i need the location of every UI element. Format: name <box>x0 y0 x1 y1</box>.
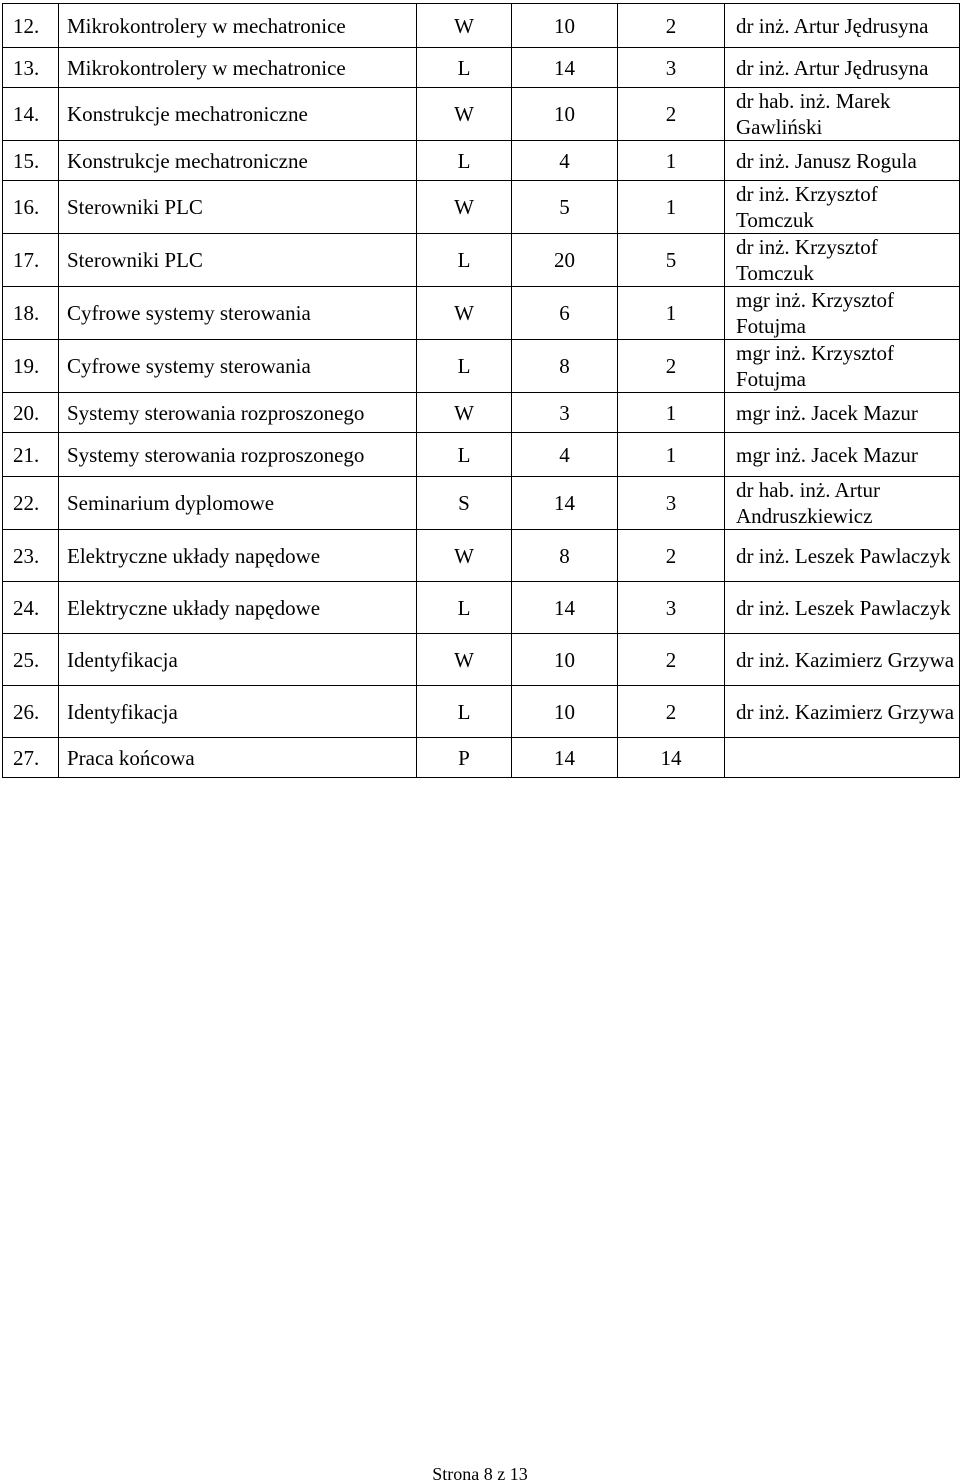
lecturer: dr inż. Artur Jędrusyna <box>725 48 960 88</box>
lecturer: dr inż. Janusz Rogula <box>725 141 960 181</box>
table-row <box>3 738 960 778</box>
lecturer: dr inż. Krzysztof Tomczuk <box>725 234 960 287</box>
course-name: Systemy sterowania rozproszonego <box>59 393 417 433</box>
class-type: L <box>417 141 512 181</box>
class-type: L <box>417 582 512 634</box>
course-name: Praca końcowa <box>59 738 417 778</box>
ects-points: 3 <box>618 582 725 634</box>
class-type: W <box>417 530 512 582</box>
class-type: L <box>417 48 512 88</box>
hours: 10 <box>512 634 618 686</box>
lecturer: dr inż. Leszek Pawlaczyk <box>725 582 960 634</box>
course-name: Konstrukcje mechatroniczne <box>59 88 417 141</box>
lecturer: mgr inż. Jacek Mazur <box>725 433 960 477</box>
hours: 3 <box>512 393 618 433</box>
class-type: W <box>417 634 512 686</box>
table-row <box>3 634 960 686</box>
hours: 8 <box>512 340 618 393</box>
hours: 6 <box>512 287 618 340</box>
table-row <box>3 48 960 88</box>
row-number: 16. <box>3 181 59 234</box>
course-name: Identyfikacja <box>59 634 417 686</box>
course-name: Seminarium dyplomowe <box>59 477 417 530</box>
lecturer: dr inż. Leszek Pawlaczyk <box>725 530 960 582</box>
course-name: Konstrukcje mechatroniczne <box>59 141 417 181</box>
hours: 5 <box>512 181 618 234</box>
lecturer: dr hab. inż. Artur Andruszkiewicz <box>725 477 960 530</box>
table-row <box>3 477 960 530</box>
lecturer: mgr inż. Krzysztof Fotujma <box>725 340 960 393</box>
course-name: Cyfrowe systemy sterowania <box>59 287 417 340</box>
table-row <box>3 4 960 48</box>
table-row <box>3 686 960 738</box>
hours: 14 <box>512 582 618 634</box>
class-type: W <box>417 88 512 141</box>
hours: 14 <box>512 477 618 530</box>
hours: 10 <box>512 88 618 141</box>
ects-points: 2 <box>618 4 725 48</box>
row-number: 26. <box>3 686 59 738</box>
ects-points: 2 <box>618 686 725 738</box>
hours: 10 <box>512 686 618 738</box>
table-row <box>3 287 960 340</box>
table-row <box>3 340 960 393</box>
hours: 14 <box>512 48 618 88</box>
class-type: L <box>417 234 512 287</box>
ects-points: 1 <box>618 141 725 181</box>
row-number: 13. <box>3 48 59 88</box>
course-name: Sterowniki PLC <box>59 181 417 234</box>
lecturer: mgr inż. Jacek Mazur <box>725 393 960 433</box>
row-number: 24. <box>3 582 59 634</box>
table-row <box>3 141 960 181</box>
page-number: Strona 8 z 13 <box>432 1464 528 1484</box>
course-name: Elektryczne układy napędowe <box>59 582 417 634</box>
ects-points: 3 <box>618 477 725 530</box>
lecturer: dr inż. Kazimierz Grzywa <box>725 634 960 686</box>
row-number: 12. <box>3 4 59 48</box>
table-row <box>3 433 960 477</box>
row-number: 14. <box>3 88 59 141</box>
row-number: 27. <box>3 738 59 778</box>
lecturer: mgr inż. Krzysztof Fotujma <box>725 287 960 340</box>
ects-points: 1 <box>618 393 725 433</box>
class-type: W <box>417 4 512 48</box>
lecturer: dr inż. Krzysztof Tomczuk <box>725 181 960 234</box>
class-type: L <box>417 433 512 477</box>
hours: 10 <box>512 4 618 48</box>
ects-points: 5 <box>618 234 725 287</box>
table-row <box>3 393 960 433</box>
ects-points: 1 <box>618 433 725 477</box>
course-name: Identyfikacja <box>59 686 417 738</box>
ects-points: 14 <box>618 738 725 778</box>
class-type: L <box>417 686 512 738</box>
ects-points: 2 <box>618 634 725 686</box>
row-number: 20. <box>3 393 59 433</box>
ects-points: 1 <box>618 181 725 234</box>
course-name: Cyfrowe systemy sterowania <box>59 340 417 393</box>
ects-points: 3 <box>618 48 725 88</box>
class-type: S <box>417 477 512 530</box>
class-type: P <box>417 738 512 778</box>
table-row <box>3 234 960 287</box>
ects-points: 2 <box>618 340 725 393</box>
row-number: 25. <box>3 634 59 686</box>
hours: 14 <box>512 738 618 778</box>
table-row <box>3 582 960 634</box>
class-type: L <box>417 340 512 393</box>
lecturer: dr inż. Artur Jędrusyna <box>725 4 960 48</box>
ects-points: 2 <box>618 530 725 582</box>
course-name: Sterowniki PLC <box>59 234 417 287</box>
ects-points: 2 <box>618 88 725 141</box>
hours: 20 <box>512 234 618 287</box>
table-row <box>3 181 960 234</box>
class-type: W <box>417 287 512 340</box>
row-number: 23. <box>3 530 59 582</box>
course-table <box>2 3 960 778</box>
lecturer <box>725 738 960 778</box>
course-name: Mikrokontrolery w mechatronice <box>59 4 417 48</box>
lecturer: dr inż. Kazimierz Grzywa <box>725 686 960 738</box>
hours: 4 <box>512 433 618 477</box>
table-row <box>3 88 960 141</box>
course-name: Mikrokontrolery w mechatronice <box>59 48 417 88</box>
course-name: Systemy sterowania rozproszonego <box>59 433 417 477</box>
hours: 8 <box>512 530 618 582</box>
table-row <box>3 530 960 582</box>
ects-points: 1 <box>618 287 725 340</box>
row-number: 21. <box>3 433 59 477</box>
row-number: 22. <box>3 477 59 530</box>
hours: 4 <box>512 141 618 181</box>
row-number: 15. <box>3 141 59 181</box>
class-type: W <box>417 393 512 433</box>
row-number: 19. <box>3 340 59 393</box>
class-type: W <box>417 181 512 234</box>
row-number: 17. <box>3 234 59 287</box>
lecturer: dr hab. inż. Marek Gawliński <box>725 88 960 141</box>
row-number: 18. <box>3 287 59 340</box>
course-name: Elektryczne układy napędowe <box>59 530 417 582</box>
